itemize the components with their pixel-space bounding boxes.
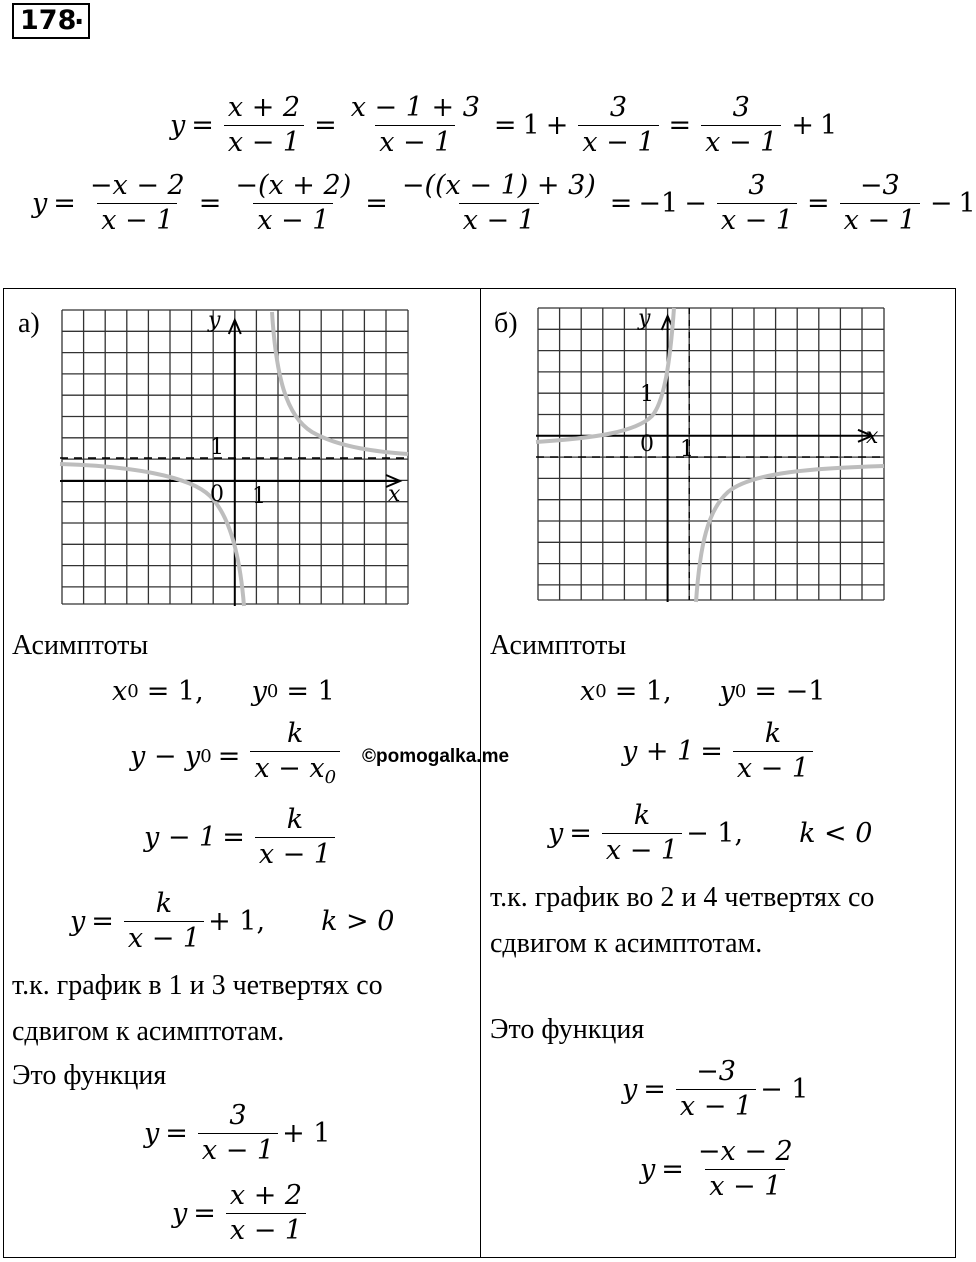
panel-b-x0: x [580, 676, 596, 707]
eq1-one: 1 [522, 110, 540, 141]
panel-a-r1-num: 3 [229, 1100, 247, 1131]
panel-b-curve-right [696, 466, 884, 602]
panel-a-s2-eq: = [91, 906, 114, 937]
panel-a-axis-y: y [208, 308, 221, 333]
eq1-f4-den: x − 1 [701, 125, 781, 159]
eq2-f5-num: −3 [859, 170, 900, 201]
panel-a-graph [60, 306, 412, 608]
eq1-f2-den: x − 1 [375, 125, 455, 159]
eq2-y: y [32, 188, 48, 219]
panel-a-tick-y: 1 [210, 435, 224, 460]
panel-b-result-1 [622, 1056, 808, 1123]
panel-b-graph [536, 304, 888, 604]
panel-b-r1-tail: − 1 [760, 1074, 809, 1105]
panel-b-s1-eq: = [700, 736, 723, 767]
eq1-eq-1: = [191, 110, 214, 141]
panel-b-y0-sub: 0 [734, 681, 747, 702]
panel-b-r1-den: x − 1 [676, 1089, 756, 1123]
panel-b-step-1 [622, 718, 817, 785]
eq2-eq-2: = [198, 188, 222, 219]
problem-number-dot: . [74, 0, 85, 31]
panel-a-r1-tail: + 1 [282, 1118, 331, 1149]
eq2-minus-1: − [684, 188, 707, 219]
eq2-f3-num: −((x − 1) + 3) [401, 170, 596, 201]
panel-a-s1-frac [255, 804, 335, 871]
eq2-eq-3: = [365, 188, 388, 219]
panel-a-r1-frac [198, 1100, 278, 1167]
eq2-f5-den: x − 1 [840, 203, 920, 237]
eq2-minus-one: −1 [638, 188, 679, 219]
eq1-eq-4: = [668, 110, 692, 141]
panel-b-text-2: сдвигом к асимптотам. [490, 928, 763, 959]
equation-2 [32, 170, 976, 237]
watermark: ©pomogalka.me [362, 746, 510, 767]
eq1-frac-3 [578, 92, 658, 159]
eq2-eq-5: = [807, 188, 830, 219]
panel-b-s2-tail: − 1, [686, 818, 744, 849]
panel-a-text-1: т.к. график в 1 и 3 четвертях со [12, 970, 383, 1001]
eq1-frac-2 [347, 92, 484, 159]
eq1-f3-den: x − 1 [578, 125, 658, 159]
eq2-f1-num: −x − 2 [89, 170, 185, 201]
eq1-frac-4 [701, 92, 781, 159]
panel-b-r1-left: y [622, 1074, 638, 1105]
panel-a-r1-left: y [144, 1118, 160, 1149]
panel-a-gen-den-wrap [250, 751, 340, 794]
panel-b-asymptote-values [580, 676, 825, 707]
panel-a-axis-x: x [388, 482, 401, 507]
panel-b-x0-sub: 0 [595, 681, 607, 702]
panel-a-gen-den: x − x [254, 753, 325, 784]
panel-b-r2-den: x − 1 [705, 1169, 785, 1203]
eq1-y: y [170, 110, 186, 141]
panel-b-tick-y: 1 [640, 382, 654, 407]
panel-a-s1-left: y − 1 [144, 822, 217, 853]
panel-b-axis-y: y [638, 306, 651, 331]
panel-a-general-formula [130, 718, 344, 794]
panel-a-y0-val: = 1 [286, 676, 335, 707]
panel-b-curve-left [536, 308, 674, 442]
panel-a-label: а) [18, 308, 40, 339]
eq1-f4-num: 3 [732, 92, 750, 123]
panel-b-s2-den: x − 1 [602, 833, 682, 867]
panel-b-s2-eq: = [569, 818, 592, 849]
panel-a-x0-val: = 1, [146, 676, 204, 707]
eq2-f2-den: x − 1 [253, 203, 333, 237]
panel-a-text-3: Это функция [12, 1060, 167, 1091]
panel-a-x0-sub: 0 [127, 681, 139, 702]
panel-b-x0-val: = 1, [614, 676, 672, 707]
panel-a-step-1 [144, 804, 339, 871]
panel-b-text-1: т.к. график во 2 и 4 четвертях со [490, 882, 875, 913]
panel-b-axis-x: x [866, 424, 879, 449]
panel-a-result-1 [144, 1100, 330, 1167]
panel-a-s2-left: y [70, 906, 86, 937]
eq2-eq-4: = [609, 188, 633, 219]
eq2-f1-den: x − 1 [97, 203, 177, 237]
panel-b-s1-num: k [764, 718, 782, 749]
panel-b-axes [536, 316, 872, 602]
panel-b-r1-eq: = [643, 1074, 666, 1105]
panel-b-origin: 0 [640, 432, 654, 457]
panel-b-grid [538, 308, 884, 600]
panel-b-s1-frac [733, 718, 813, 785]
eq1-f3-num: 3 [609, 92, 628, 123]
eq1-f1-num: x + 2 [227, 92, 301, 123]
panel-a-origin: 0 [210, 482, 224, 507]
problem-number: 178 [12, 3, 90, 39]
panel-a-gen-num: k [287, 718, 304, 749]
panel-b-s1-left: y + 1 [622, 736, 695, 767]
panel-a-x0: x [112, 676, 128, 707]
panel-b-tick-x: 1 [680, 437, 694, 462]
panel-a-tick-x: 1 [252, 484, 266, 509]
eq1-plus-1: + [545, 110, 569, 141]
panel-b-result-2 [640, 1136, 801, 1203]
panel-a-r2-eq: = [193, 1198, 216, 1229]
eq1-f2-num: x − 1 + 3 [350, 92, 480, 123]
panel-a-gen-den-sub: 0 [324, 767, 337, 788]
panel-b-s2-left: y [548, 818, 564, 849]
panel-b-r2-num: −x − 2 [697, 1136, 793, 1167]
panel-a-asymptotes-title: Асимптоты [12, 630, 149, 661]
panel-b-label: б) [494, 308, 518, 339]
eq2-f4-den: x − 1 [717, 203, 797, 237]
eq2-eq-1: = [53, 188, 76, 219]
panel-b-y0: y [719, 676, 735, 707]
eq2-frac-3 [398, 170, 600, 237]
panel-b-r1-frac [676, 1056, 756, 1123]
eq1-tail: 1 [819, 110, 838, 141]
panel-a-asymptote-values [112, 676, 335, 707]
table-divider [480, 288, 481, 1258]
panel-a-s1-eq: = [222, 822, 245, 853]
eq2-f4-num: 3 [748, 170, 766, 201]
panel-b-s2-num: k [633, 800, 651, 831]
eq1-eq-2: = [314, 110, 337, 141]
panel-b-asymptotes-title: Асимптоты [490, 630, 627, 661]
panel-a-curve-right [272, 312, 408, 454]
panel-a-gen-frac [250, 718, 340, 794]
panel-a-gen-left: y − y [130, 740, 201, 772]
panel-a-gen-eq: = [217, 740, 241, 772]
equation-1 [170, 92, 837, 159]
panel-a-gen-left-sub: 0 [200, 745, 212, 767]
panel-b-text-3: Это функция [490, 1014, 645, 1045]
panel-b-s1-den: x − 1 [733, 751, 813, 785]
panel-a-r2-frac [226, 1180, 306, 1247]
panel-a-r2-den: x − 1 [226, 1213, 306, 1247]
eq2-frac-4 [717, 170, 797, 237]
eq2-frac-5 [840, 170, 920, 237]
panel-a-r1-eq: = [165, 1118, 188, 1149]
panel-b-s2-cond: k < 0 [799, 818, 873, 849]
panel-a-r2-num: x + 2 [229, 1180, 303, 1211]
panel-a-axes [60, 320, 400, 606]
eq2-frac-2 [231, 170, 355, 237]
panel-b-r2-frac [694, 1136, 797, 1203]
panel-b-r2-left: y [640, 1154, 656, 1185]
eq1-eq-3: = [493, 110, 517, 141]
panel-a-s2-frac [124, 888, 204, 955]
panel-a-s2-tail: + 1, [208, 906, 266, 937]
panel-b-r2-eq: = [661, 1154, 684, 1185]
panel-b-r1-num: −3 [696, 1056, 736, 1087]
eq1-frac-1 [224, 92, 304, 159]
eq1-f1-den: x − 1 [224, 125, 304, 159]
eq2-f3-den: x − 1 [459, 203, 539, 237]
panel-b-step-2 [548, 800, 872, 867]
panel-a-s2-num: k [155, 888, 173, 919]
panel-a-r2-left: y [172, 1198, 188, 1229]
eq2-f2-num: −(x + 2) [235, 170, 352, 201]
eq2-frac-1 [86, 170, 189, 237]
panel-a-y0: y [251, 676, 267, 707]
panel-b-y0-val: = −1 [754, 676, 826, 707]
panel-a-text-2: сдвигом к асимптотам. [12, 1016, 285, 1047]
eq1-plus-2: + [791, 110, 814, 141]
panel-a-s1-num: k [286, 804, 304, 835]
eq2-minus-2: − [929, 188, 953, 219]
eq2-tail: 1 [958, 188, 976, 219]
panel-a-s2-cond: k > 0 [321, 906, 395, 937]
panel-a-r1-den: x − 1 [198, 1133, 278, 1167]
panel-a-s2-den: x − 1 [124, 921, 204, 955]
panel-a-step-2 [70, 888, 394, 955]
panel-a-result-2 [172, 1180, 310, 1247]
panel-b-s2-frac [602, 800, 682, 867]
panel-a-s1-den: x − 1 [255, 837, 335, 871]
panel-a-y0-sub: 0 [266, 681, 279, 702]
